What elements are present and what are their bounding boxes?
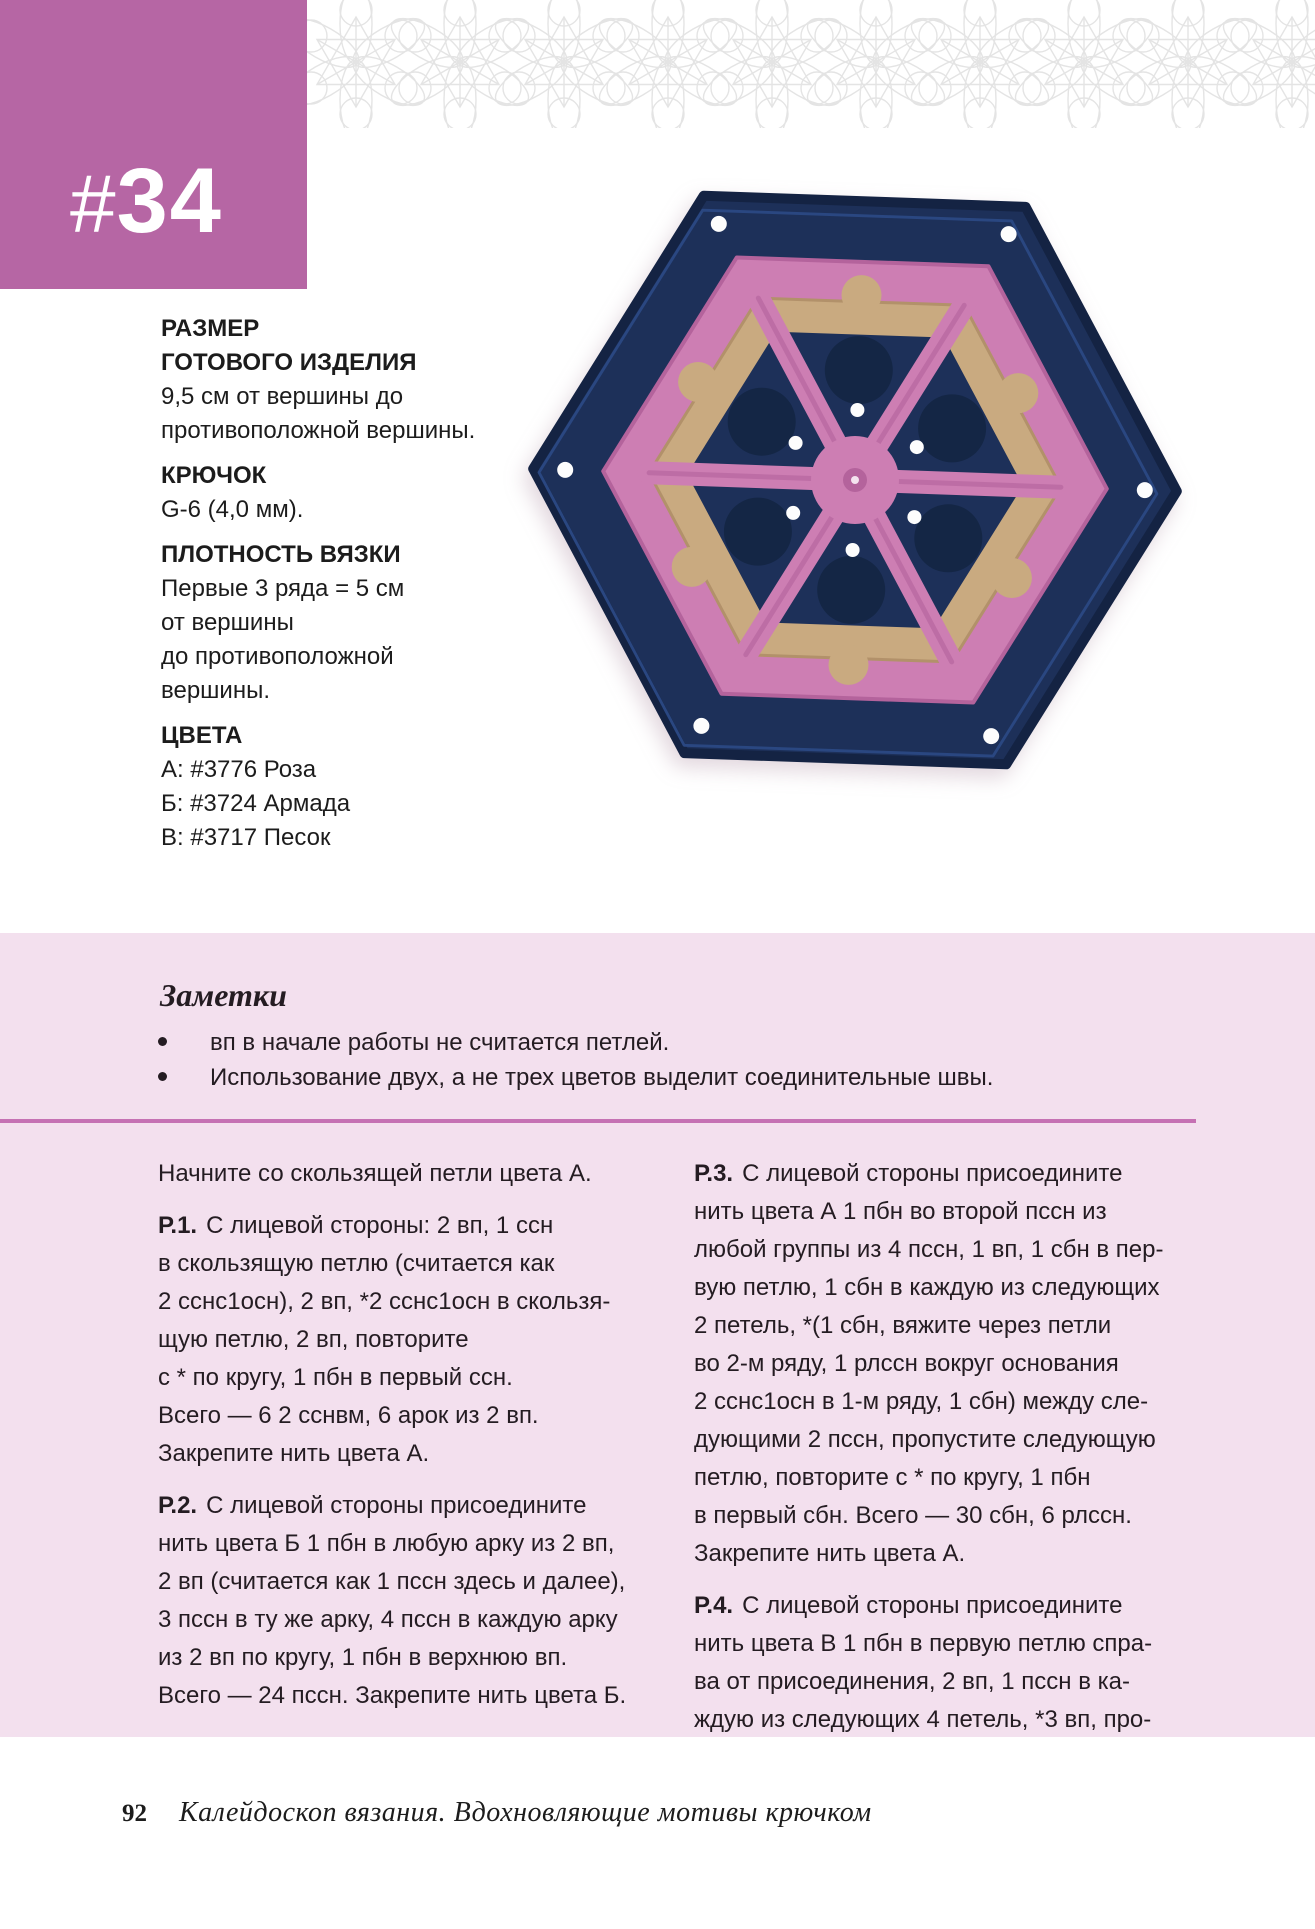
info-color-b: Б: #3724 Армада [161,790,351,817]
instruction-line: вую петлю, 1 сбн в каждую из следующих [694,1274,1160,1301]
pattern-number [70,150,223,252]
info-color-c: В: #3717 Песок [161,824,331,851]
note-text: Использование двух, а не трех цветов выделит соединительные швы. [210,1064,994,1091]
row-4-paragraph [694,1587,1219,1739]
instruction-intro: Начните со скользящей петли цвета А. [158,1160,592,1187]
info-heading: ГОТОВОГО ИЗДЕЛИЯ [161,349,417,376]
instruction-line: с * по кругу, 1 пбн в первый ссн. [158,1364,513,1391]
page-number: 92 [122,1800,147,1827]
row-1-paragraph [158,1207,683,1473]
info-line: вершины. [161,677,271,704]
crochet-motif-photo [420,145,1230,770]
instruction-line: нить цвета Б 1 пбн в любую арку из 2 вп, [158,1530,615,1557]
instruction-line: С лицевой стороны присоедините [742,1592,1123,1619]
instruction-line: 2 петель, *(1 сбн, вяжите через петли [694,1312,1112,1339]
pattern-number-value: 34 [116,150,223,252]
info-heading: КРЮЧОК [161,462,267,489]
info-line: Первые 3 ряда = 5 см [161,575,405,602]
row-3-paragraph [694,1155,1219,1573]
hexagon-motif [533,196,1177,765]
note-bullet [158,1064,993,1092]
instruction-line: в первый сбн. Всего — 30 сбн, 6 рлссн. [694,1502,1132,1529]
row-label: Р.4. [694,1592,734,1619]
instruction-line: Всего — 6 2 сснвм, 6 арок из 2 вп. [158,1402,539,1429]
instruction-line: петлю, повторите с * по кругу, 1 пбн [694,1464,1091,1491]
info-line: G-6 (4,0 мм). [161,496,304,523]
instruction-line: любой группы из 4 пссн, 1 вп, 1 сбн в пер- [694,1236,1164,1263]
pattern-info [161,312,491,855]
instruction-line: 2 сснс1осн в 1-м ряду, 1 сбн) между сле- [694,1388,1149,1415]
instruction-line: С лицевой стороны: 2 вп, 1 ссн [206,1212,554,1239]
instructions-left-column [158,1155,683,1715]
bullet-icon [158,1037,167,1046]
instruction-line: дующими 2 пссн, пропустите следующую [694,1426,1156,1453]
row-label: Р.2. [158,1492,198,1519]
instruction-line: 3 пссн в ту же арку, 4 пссн в каждую арку [158,1606,618,1633]
info-line: противоположной вершины. [161,417,476,444]
note-text: вп в начале работы не считается петлей. [210,1029,670,1056]
row-label: Р.1. [158,1212,198,1239]
info-line: 9,5 см от вершины до [161,383,404,410]
pattern-number-block [0,0,307,289]
info-heading: ПЛОТНОСТЬ ВЯЗКИ [161,541,401,568]
notes-title: Заметки [160,977,287,1013]
instruction-line: ждую из следующих 4 петель, *3 вп, про- [694,1706,1152,1733]
row-2-paragraph [158,1487,683,1715]
hash-sign: # [70,159,117,250]
instruction-line: Закрепите нить цвета А. [158,1440,430,1467]
info-line: до противоположной [161,643,394,670]
instruction-line: Закрепите нить цвета А. [694,1540,966,1567]
instruction-line: из 2 вп по кругу, 1 пбн в верхнюю вп. [158,1644,568,1671]
info-color-a: А: #3776 Роза [161,756,317,783]
instruction-line: нить цвета А 1 пбн во второй пссн из [694,1198,1107,1225]
instruction-line: 2 сснс1осн), 2 вп, *2 сснс1осн в скользя- [158,1288,611,1315]
info-line: от вершины [161,609,294,636]
instruction-line: ва от присоединения, 2 вп, 1 пссн в ка- [694,1668,1130,1695]
instruction-line: нить цвета В 1 пбн в первую петлю спра- [694,1630,1153,1657]
note-bullet [158,1029,669,1057]
info-heading: ЦВЕТА [161,722,243,749]
notes-and-instructions-band [0,933,1315,1737]
page-footer [122,1797,1022,1829]
instruction-line: Всего — 24 пссн. Закрепите нить цвета Б. [158,1682,627,1709]
instruction-line: во 2-м ряду, 1 рлссн вокруг основания [694,1350,1119,1377]
row-label: Р.3. [694,1160,734,1187]
book-title: Калейдоскоп вязания. Вдохновляющие мотивы крючком [179,1797,872,1828]
instruction-line: С лицевой стороны присоедините [742,1160,1123,1187]
instruction-line: в скользящую петлю (считается как [158,1250,555,1277]
instruction-line: С лицевой стороны присоедините [206,1492,587,1519]
section-divider [0,1119,1196,1123]
instruction-line: щую петлю, 2 вп, повторите [158,1326,469,1353]
info-heading: РАЗМЕР [161,315,260,342]
instructions-right-column [694,1155,1219,1739]
bullet-icon [158,1072,167,1081]
instruction-line: 2 вп (считается как 1 пссн здесь и далее), [158,1568,626,1595]
